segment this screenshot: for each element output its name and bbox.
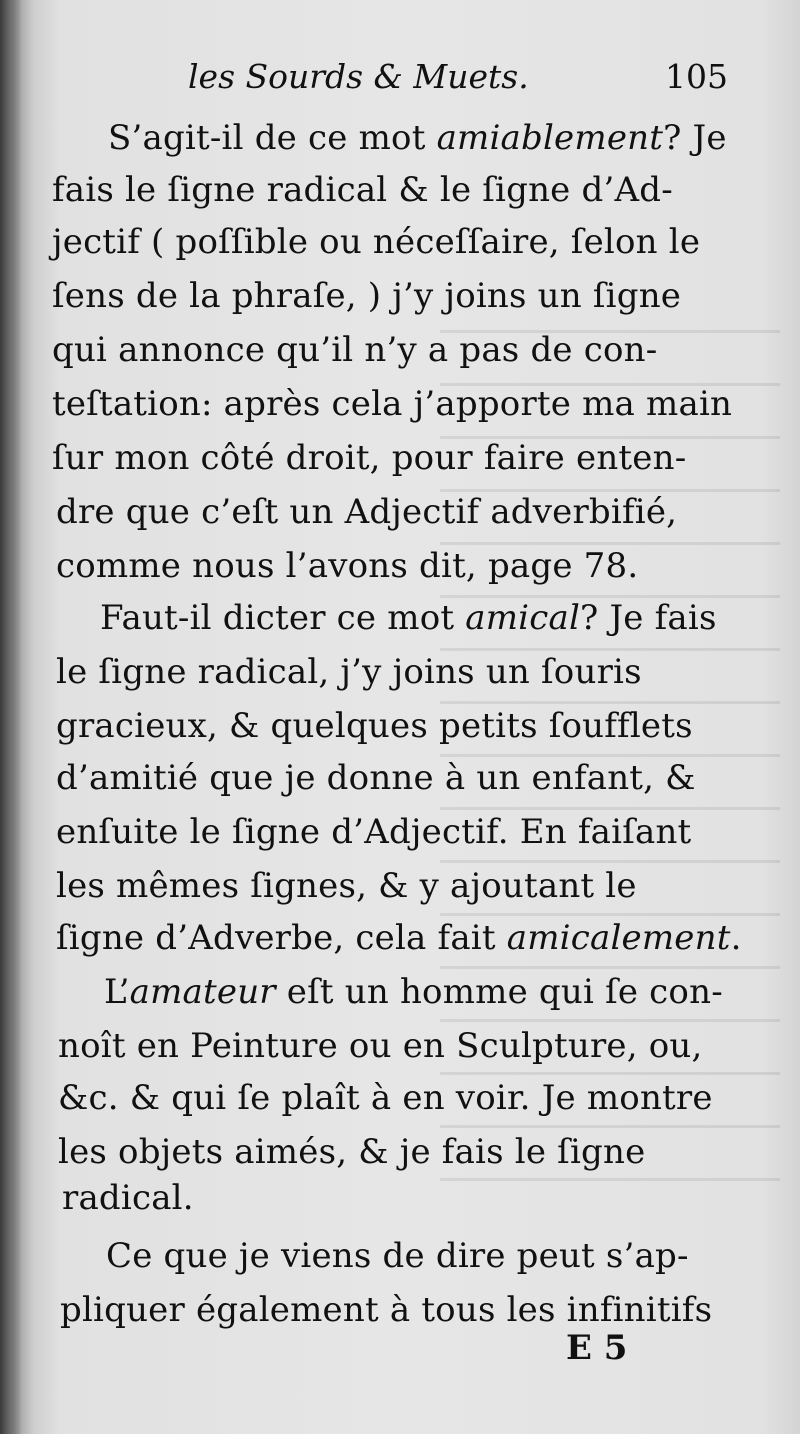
text-line: dre que c’eſt un Adjectif adverbifié, bbox=[56, 492, 678, 532]
text-line: d’amitié que je donne à un enfant, & bbox=[56, 758, 696, 798]
text-line: comme nous l’avons dit, page 78. bbox=[56, 546, 639, 586]
text-line: ſens de la phraſe, ) j’y joins un ſigne bbox=[52, 276, 682, 316]
text-line: teſtation: après cela j’apporte ma main bbox=[52, 384, 733, 424]
text-line: L’amateur eſt un homme qui ſe con- bbox=[104, 972, 723, 1012]
text-line: Ce que je viens de dire peut s’ap- bbox=[106, 1236, 689, 1276]
text-line: ſigne d’Adverbe, cela fait amicalement. bbox=[56, 918, 742, 958]
running-header bbox=[188, 52, 728, 102]
text-line: pliquer également à tous les infinitifs bbox=[60, 1290, 713, 1330]
text-line: ſur mon côté droit, pour faire enten- bbox=[52, 438, 687, 478]
text-line: qui annonce qu’il n’y a pas de con- bbox=[52, 330, 658, 370]
text-line: S’agit-il de ce mot amiablement? Je bbox=[108, 118, 727, 158]
text-line: jectif ( poſſible ou néceſſaire, ſelon le bbox=[52, 222, 701, 262]
text-line: les objets aimés, & je fais le ſigne bbox=[58, 1132, 646, 1172]
text-line: fais le ſigne radical & le ſigne d’Ad- bbox=[52, 170, 673, 210]
text-line: Faut-il dicter ce mot amical? Je fais bbox=[100, 598, 717, 638]
text-line: les mêmes ſignes, & y ajoutant le bbox=[56, 866, 637, 906]
text-line: le ſigne radical, j’y joins un ſouris bbox=[56, 652, 642, 692]
signature-mark: E 5 bbox=[566, 1328, 628, 1368]
text-line: radical. bbox=[62, 1178, 194, 1218]
text-line: enſuite le ſigne d’Adjectif. En faiſant bbox=[56, 812, 692, 852]
text-line: noît en Peinture ou en Sculpture, ou, bbox=[58, 1026, 703, 1066]
page-number: 105 bbox=[665, 57, 728, 96]
running-title: les Sourds & Muets. bbox=[188, 57, 529, 96]
text-line: &c. & qui ſe plaît à en voir. Je montre bbox=[58, 1078, 713, 1118]
text-line: gracieux, & quelques petits ſoufflets bbox=[56, 706, 693, 746]
